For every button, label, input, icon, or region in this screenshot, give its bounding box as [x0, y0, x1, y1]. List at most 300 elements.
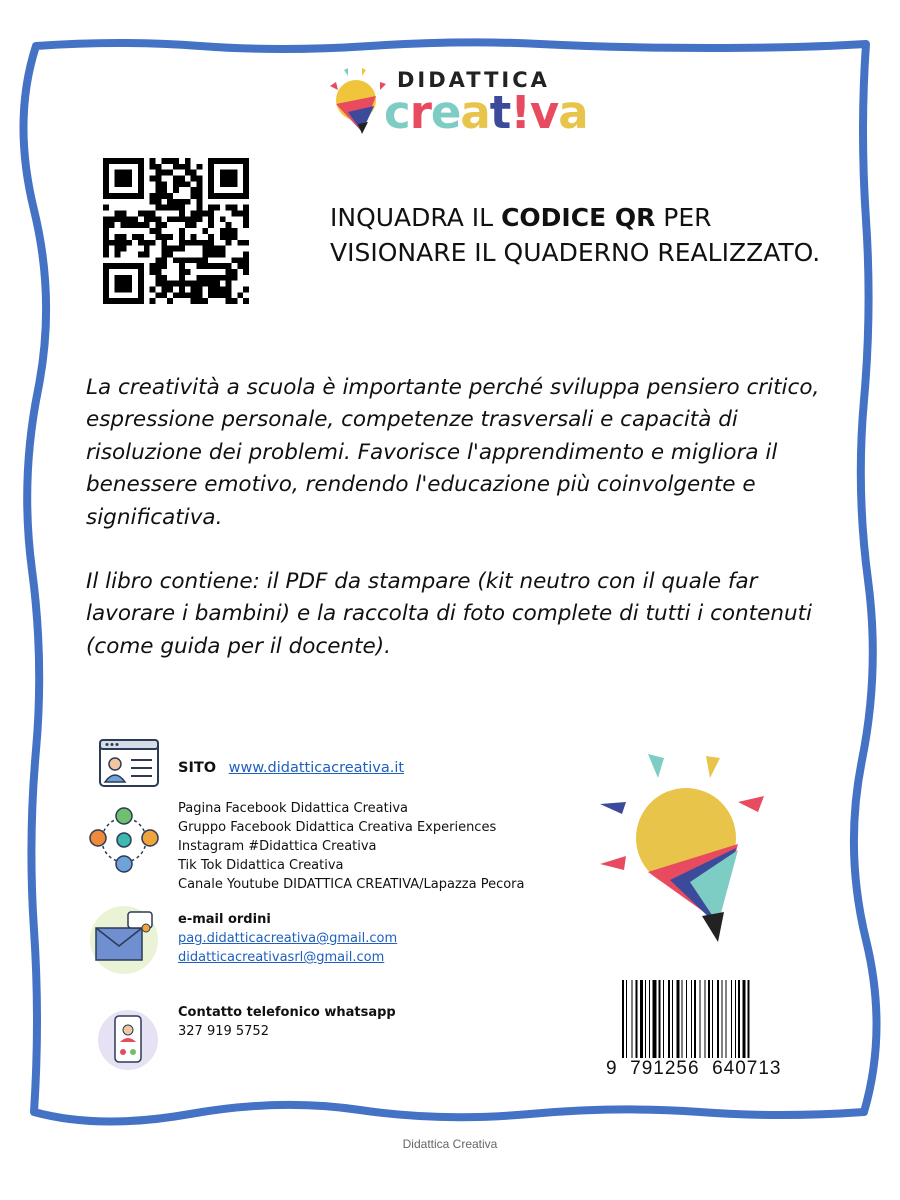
qr-module	[202, 281, 208, 287]
qr-module	[243, 298, 249, 304]
qr-module	[191, 193, 197, 199]
qr-caption: INQUADRA IL CODICE QR PER VISIONARE IL QUADERNO REALIZZATO.	[330, 203, 821, 267]
qr-module	[191, 211, 197, 217]
barcode-bar	[663, 980, 664, 1060]
phone-number: 327 919 5752	[178, 1024, 269, 1039]
qr-module	[214, 292, 220, 298]
qr-module	[208, 234, 214, 240]
qr-module	[103, 246, 109, 252]
qr-module	[103, 222, 109, 228]
qr-module	[138, 234, 144, 240]
qr-module	[226, 298, 232, 304]
qr-module	[173, 205, 179, 211]
qr-module	[196, 181, 202, 187]
qr-module	[121, 240, 127, 246]
qr-module	[150, 158, 156, 164]
qr-module	[231, 205, 237, 211]
social-item: Instagram #Didattica Creativa	[178, 839, 377, 854]
qr-module	[179, 228, 185, 234]
barcode-bar	[699, 980, 700, 1060]
qr-module	[179, 281, 185, 287]
qr-module	[132, 222, 138, 228]
qr-module	[191, 176, 197, 182]
qr-module	[103, 205, 109, 211]
barcode-bar	[676, 980, 679, 1060]
qr-finder	[220, 170, 238, 188]
qr-module	[103, 216, 109, 222]
qr-module	[191, 292, 197, 298]
qr-module	[191, 281, 197, 287]
qr-module	[150, 228, 156, 234]
qr-module	[115, 216, 121, 222]
qr-module	[185, 269, 191, 275]
qr-module	[226, 263, 232, 269]
qr-module	[208, 263, 214, 269]
qr-module	[196, 216, 202, 222]
barcode-bar	[668, 980, 670, 1060]
email-link[interactable]: didatticacreativasrl@gmail.com	[178, 950, 385, 965]
qr-module	[191, 257, 197, 263]
qr-module	[173, 257, 179, 263]
qr-module	[196, 298, 202, 304]
qr-module	[196, 292, 202, 298]
qr-module	[138, 211, 144, 217]
qr-module	[150, 263, 156, 269]
qr-module	[150, 211, 156, 217]
qr-module	[185, 181, 191, 187]
qr-module	[202, 228, 208, 234]
qr-module	[161, 257, 167, 263]
qr-module	[173, 199, 179, 205]
qr-module	[156, 176, 162, 182]
barcode-bar	[672, 980, 673, 1060]
qr-module	[179, 257, 185, 263]
qr-module	[144, 216, 150, 222]
qr-module	[161, 187, 167, 193]
qr-module	[126, 216, 132, 222]
qr-module	[202, 298, 208, 304]
qr-module	[231, 298, 237, 304]
qr-module	[214, 205, 220, 211]
qr-module	[243, 251, 249, 257]
description-paragraph: La creatività a scuola è importante perché sviluppa pensiero critico, espressione personale, competenze trasversali e capacità di risoluzione dei problemi. Favorisce l'apprendimento e migliora il benessere emotivo, rendendo l'educazione più coinvolgente e significativa.	[86, 375, 820, 530]
qr-module	[208, 211, 214, 217]
social-item: Pagina Facebook Didattica Creativa	[178, 801, 409, 816]
qr-module	[150, 193, 156, 199]
qr-module	[173, 187, 179, 193]
qr-module	[121, 222, 127, 228]
qr-module	[167, 193, 173, 199]
qr-module	[150, 176, 156, 182]
qr-module	[179, 181, 185, 187]
qr-module	[208, 281, 214, 287]
qr-module	[214, 263, 220, 269]
qr-module	[196, 199, 202, 205]
qr-module	[226, 205, 232, 211]
qr-module	[220, 286, 226, 292]
qr-module	[179, 216, 185, 222]
qr-module	[103, 228, 109, 234]
qr-module	[161, 286, 167, 292]
qr-module	[185, 281, 191, 287]
qr-module	[179, 263, 185, 269]
email-block	[178, 910, 397, 967]
qr-finder	[115, 170, 133, 188]
qr-module	[144, 222, 150, 228]
social-item: Canale Youtube DIDATTICA CREATIVA/Lapazza Pecora	[178, 877, 525, 892]
qr-module	[231, 211, 237, 217]
qr-module	[231, 269, 237, 275]
qr-module	[144, 240, 150, 246]
qr-module	[243, 269, 249, 275]
qr-module	[173, 281, 179, 287]
qr-module	[167, 281, 173, 287]
qr-module	[237, 257, 243, 263]
qr-module	[196, 187, 202, 193]
qr-module	[115, 251, 121, 257]
qr-module	[179, 246, 185, 252]
barcode-bar	[645, 980, 646, 1060]
qr-module	[156, 222, 162, 228]
site-label: SITO	[178, 760, 217, 776]
brand-logo	[322, 62, 588, 146]
qr-module	[202, 211, 208, 217]
qr-module	[179, 176, 185, 182]
qr-module	[243, 257, 249, 263]
qr-module	[220, 228, 226, 234]
qr-module	[243, 286, 249, 292]
qr-module	[196, 263, 202, 269]
qr-module	[214, 251, 220, 257]
qr-module	[220, 251, 226, 257]
qr-module	[167, 205, 173, 211]
qr-module	[156, 170, 162, 176]
barcode-bar	[738, 980, 740, 1060]
qr-module	[231, 257, 237, 263]
qr-module	[161, 251, 167, 257]
qr-module	[202, 275, 208, 281]
qr-module	[161, 193, 167, 199]
qr-module	[161, 281, 167, 287]
qr-module	[214, 281, 220, 287]
qr-module	[226, 286, 232, 292]
qr-module	[167, 170, 173, 176]
barcode-bar	[705, 980, 706, 1060]
qr-module	[121, 211, 127, 217]
qr-module	[156, 187, 162, 193]
qr-module	[161, 181, 167, 187]
qr-module	[167, 286, 173, 292]
barcode-bar	[717, 980, 719, 1060]
qr-module	[185, 240, 191, 246]
qr-module	[226, 275, 232, 281]
phone-icon	[96, 1006, 160, 1072]
barcode-bar	[691, 980, 692, 1060]
qr-module	[173, 176, 179, 182]
barcode-bar	[631, 980, 632, 1060]
qr-module	[185, 170, 191, 176]
qr-module	[179, 275, 185, 281]
qr-module	[167, 298, 173, 304]
qr-module	[191, 286, 197, 292]
qr-module	[173, 216, 179, 222]
qr-module	[161, 170, 167, 176]
barcode-bar	[721, 980, 722, 1060]
qr-module	[237, 292, 243, 298]
qr-module	[243, 211, 249, 217]
qr-module	[185, 222, 191, 228]
phone-block	[178, 1003, 396, 1041]
qr-module	[196, 275, 202, 281]
qr-module	[121, 246, 127, 252]
qr-module	[196, 240, 202, 246]
qr-module	[220, 275, 226, 281]
qr-module	[226, 240, 232, 246]
qr-module	[191, 170, 197, 176]
email-link[interactable]: pag.didatticacreativa@gmail.com	[178, 931, 398, 946]
qr-module	[173, 164, 179, 170]
qr-module	[103, 240, 109, 246]
qr-module	[156, 234, 162, 240]
qr-module	[196, 257, 202, 263]
barcode-digits: 9 791256 640713	[606, 1058, 782, 1079]
site-line	[178, 760, 404, 776]
qr-module	[150, 286, 156, 292]
qr-module	[115, 246, 121, 252]
qr-module	[237, 240, 243, 246]
social-item: Gruppo Facebook Didattica Creativa Experiences	[178, 820, 497, 835]
qr-module	[156, 281, 162, 287]
qr-module	[220, 246, 226, 252]
qr-module	[179, 234, 185, 240]
qr-module	[156, 164, 162, 170]
qr-module	[150, 164, 156, 170]
qr-module	[161, 263, 167, 269]
qr-module	[173, 181, 179, 187]
qr-module	[150, 298, 156, 304]
qr-module	[109, 222, 115, 228]
email-label: e-mail ordini	[178, 912, 271, 927]
qr-module	[150, 269, 156, 275]
qr-module	[202, 240, 208, 246]
qr-module	[226, 222, 232, 228]
qr-module	[196, 281, 202, 287]
qr-module	[243, 240, 249, 246]
qr-module	[185, 158, 191, 164]
qr-module	[208, 286, 214, 292]
qr-module	[191, 298, 197, 304]
qr-module	[231, 228, 237, 234]
qr-module	[202, 257, 208, 263]
logo-text-creativa: creat!va	[384, 86, 588, 139]
qr-module	[208, 292, 214, 298]
qr-module	[214, 246, 220, 252]
pencil-bulb-logo-icon	[322, 62, 392, 146]
qr-module	[214, 286, 220, 292]
qr-module	[121, 216, 127, 222]
qr-module	[156, 275, 162, 281]
barcode-bar	[640, 980, 643, 1060]
qr-module	[208, 240, 214, 246]
qr-module	[179, 205, 185, 211]
qr-module	[179, 286, 185, 292]
qr-module	[161, 275, 167, 281]
qr-module	[208, 246, 214, 252]
qr-module	[115, 240, 121, 246]
qr-module	[196, 176, 202, 182]
qr-module	[144, 211, 150, 217]
qr-module	[167, 251, 173, 257]
qr-module	[220, 216, 226, 222]
qr-module	[161, 158, 167, 164]
qr-module	[138, 251, 144, 257]
email-icon	[86, 902, 162, 976]
qr-module	[167, 158, 173, 164]
barcode-bar	[735, 980, 736, 1060]
qr-module	[109, 216, 115, 222]
qr-module	[226, 228, 232, 234]
barcode-bar	[652, 980, 656, 1060]
qr-module	[161, 222, 167, 228]
qr-module	[156, 205, 162, 211]
qr-module	[196, 211, 202, 217]
qr-module	[208, 275, 214, 281]
qr-module	[150, 240, 156, 246]
barcode-bar	[708, 980, 710, 1060]
qr-module	[138, 240, 144, 246]
qr-module	[156, 181, 162, 187]
qr-module	[144, 251, 150, 257]
barcode-bar	[649, 980, 650, 1060]
qr-module	[220, 234, 226, 240]
qr-module	[156, 199, 162, 205]
qr-module	[185, 164, 191, 170]
qr-module	[214, 275, 220, 281]
qr-module	[243, 222, 249, 228]
qr-module	[156, 257, 162, 263]
qr-module	[173, 292, 179, 298]
qr-module	[156, 228, 162, 234]
qr-module	[237, 263, 243, 269]
footer-text: Didattica Creativa	[402, 1137, 498, 1151]
barcode-bar	[712, 980, 713, 1060]
qr-module	[103, 234, 109, 240]
qr-module	[185, 257, 191, 263]
qr-module	[231, 275, 237, 281]
qr-module	[173, 246, 179, 252]
qr-module	[161, 205, 167, 211]
qr-module	[167, 246, 173, 252]
qr-module	[185, 292, 191, 298]
qr-module	[144, 246, 150, 252]
pencil-bulb-icon	[598, 752, 778, 952]
barcode-bar	[726, 980, 727, 1060]
qr-module	[115, 234, 121, 240]
qr-module	[138, 222, 144, 228]
qr-module	[179, 240, 185, 246]
qr-module	[202, 251, 208, 257]
qr-module	[243, 205, 249, 211]
qr-module	[243, 216, 249, 222]
website-icon	[98, 738, 160, 788]
qr-module	[150, 199, 156, 205]
qr-module	[167, 234, 173, 240]
qr-module	[156, 269, 162, 275]
qr-module	[191, 234, 197, 240]
qr-module	[191, 187, 197, 193]
qr-module	[179, 199, 185, 205]
qr-module	[173, 158, 179, 164]
description-text	[86, 372, 826, 695]
description-paragraph: Il libro contiene: il PDF da stampare (kit neutro con il quale far lavorare i bambini) e la raccolta di foto complete di tutti i contenuti (come guida per il docente).	[86, 569, 812, 659]
barcode-bar	[694, 980, 696, 1060]
qr-module	[185, 199, 191, 205]
qr-module	[220, 263, 226, 269]
qr-module	[156, 216, 162, 222]
qr-module	[208, 222, 214, 228]
qr-module	[196, 193, 202, 199]
qr-module	[161, 292, 167, 298]
qr-module	[109, 240, 115, 246]
qr-module	[196, 164, 202, 170]
qr-module	[226, 234, 232, 240]
qr-module	[161, 246, 167, 252]
social-list	[178, 799, 525, 894]
barcode-bar	[731, 980, 732, 1060]
qr-module	[191, 216, 197, 222]
qr-module	[126, 222, 132, 228]
qr-module	[156, 263, 162, 269]
logo-text-top: DIDATTICA	[397, 68, 550, 92]
qr-module	[220, 292, 226, 298]
qr-module	[237, 211, 243, 217]
qr-module	[226, 292, 232, 298]
barcode-bar	[682, 980, 683, 1060]
qr-module	[196, 286, 202, 292]
qr-module	[121, 234, 127, 240]
social-item: Tik Tok Didattica Creativa	[178, 858, 344, 873]
qr-module	[191, 222, 197, 228]
qr-module	[115, 211, 121, 217]
qr-module	[161, 240, 167, 246]
qr-module	[231, 234, 237, 240]
qr-module	[179, 269, 185, 275]
qr-module	[243, 263, 249, 269]
qr-code[interactable]	[103, 158, 249, 304]
qr-module	[185, 216, 191, 222]
qr-module	[161, 234, 167, 240]
qr-module	[179, 292, 185, 298]
qr-module	[132, 234, 138, 240]
qr-finder	[115, 275, 133, 293]
qr-module	[179, 211, 185, 217]
qr-module	[132, 216, 138, 222]
social-network-icon	[86, 806, 162, 874]
qr-module	[156, 292, 162, 298]
qr-module	[167, 216, 173, 222]
qr-module	[103, 251, 109, 257]
phone-label: Contatto telefonico whatsapp	[178, 1005, 396, 1020]
qr-module	[126, 240, 132, 246]
barcode-bar	[636, 980, 638, 1060]
qr-module	[156, 193, 162, 199]
qr-module	[202, 263, 208, 269]
qr-module	[208, 251, 214, 257]
site-link[interactable]: www.didatticacreativa.it	[228, 760, 405, 776]
barcode-bar	[659, 980, 661, 1060]
qr-module	[202, 246, 208, 252]
qr-module	[208, 205, 214, 211]
